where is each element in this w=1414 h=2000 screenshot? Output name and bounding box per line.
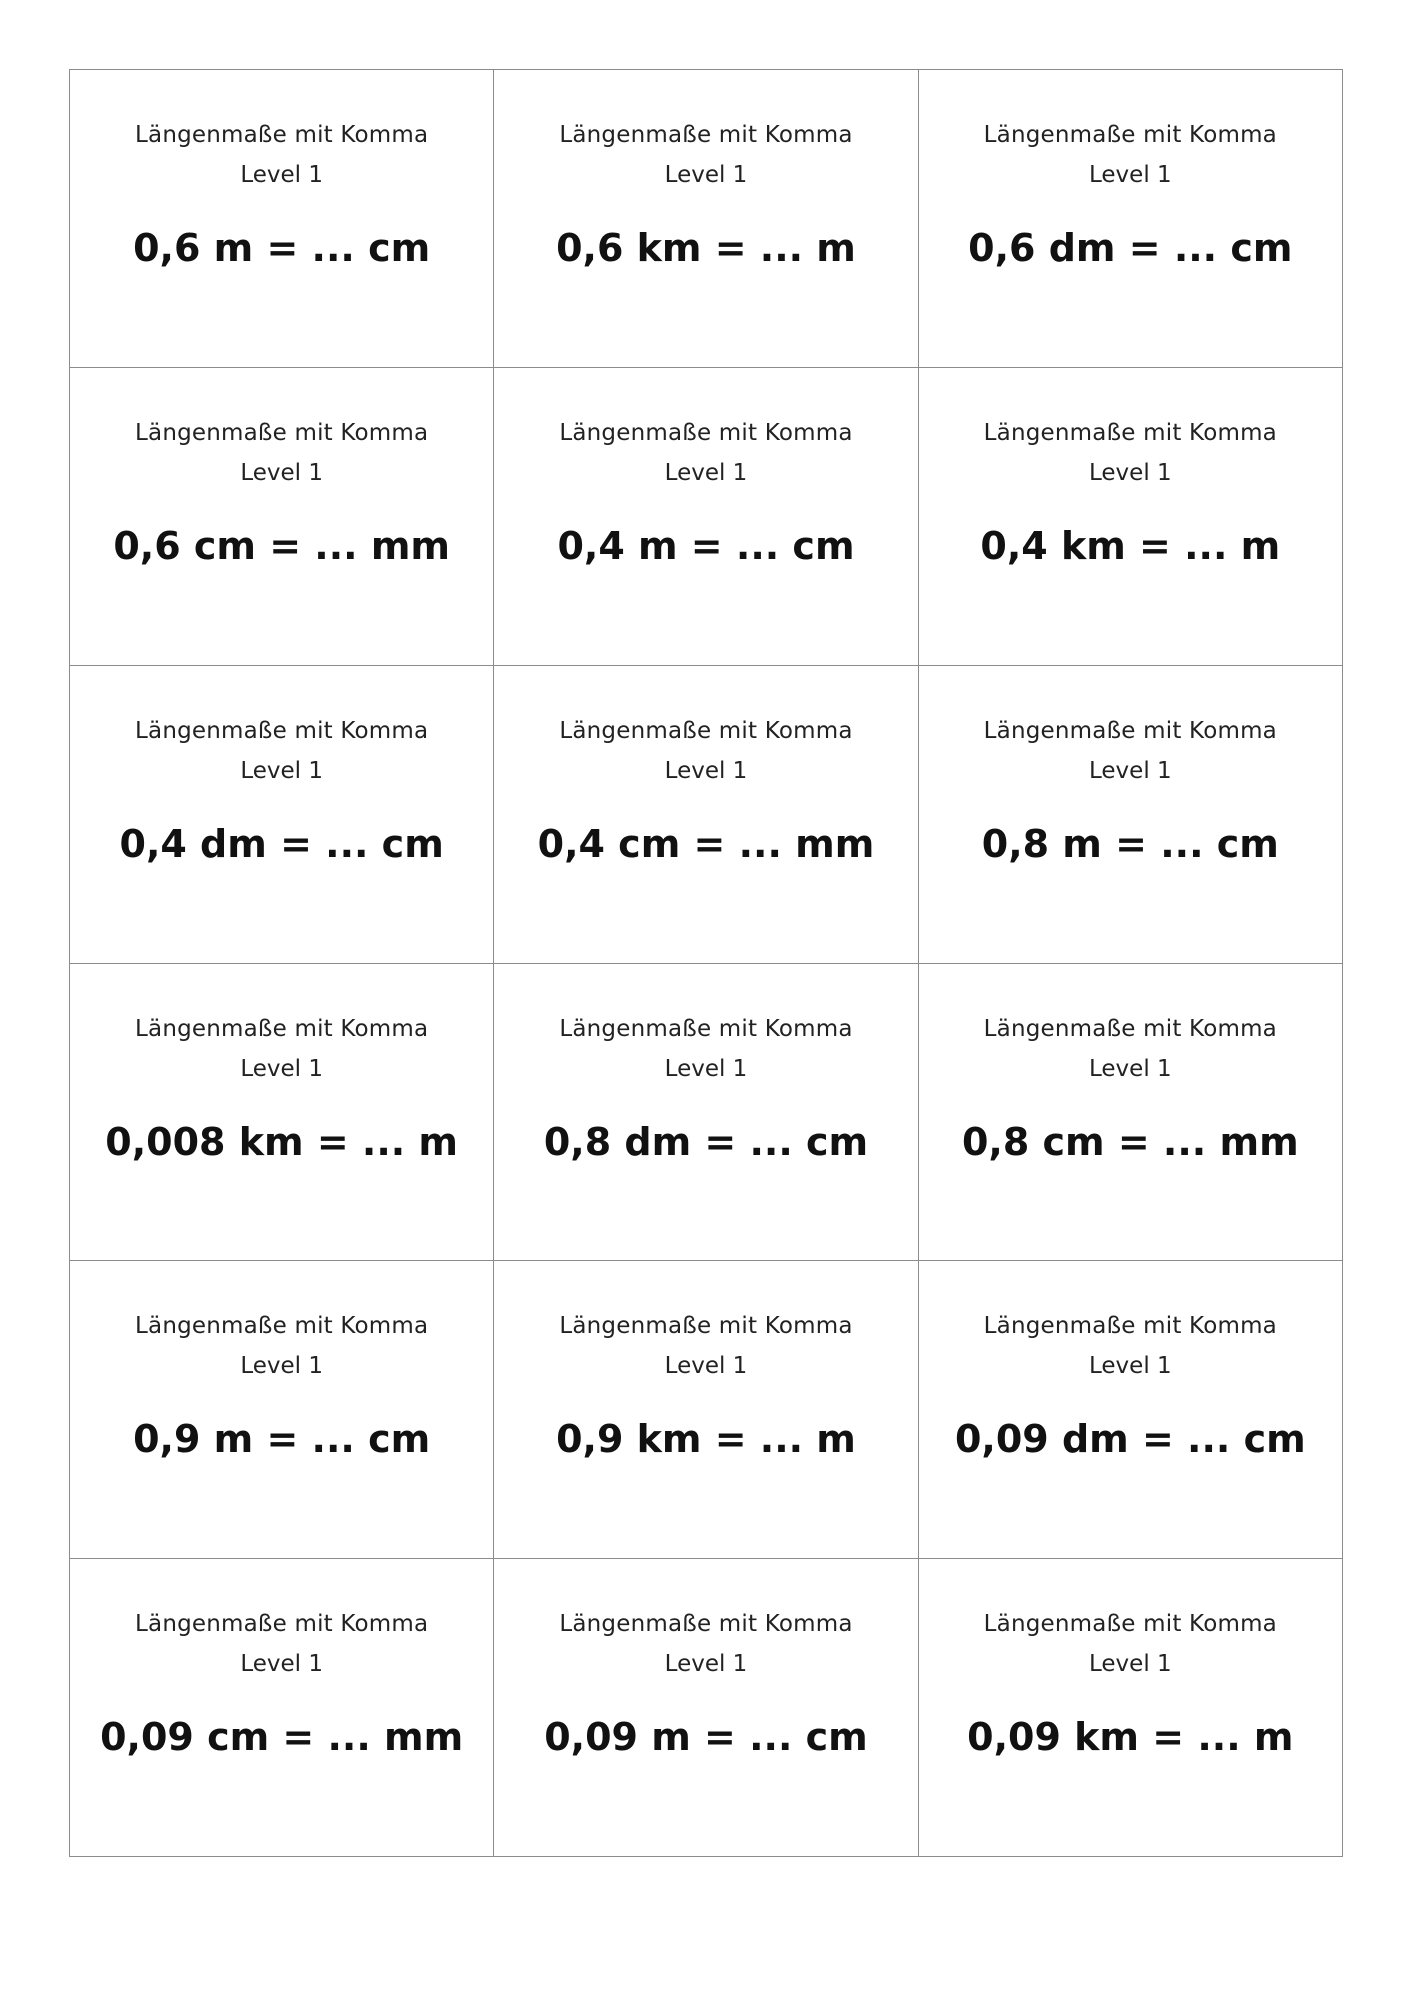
- task-card-sheet: [69, 69, 1343, 1857]
- card-level: Level 1: [1089, 162, 1172, 188]
- card-title: Längenmaße mit Komma: [135, 717, 429, 744]
- card-title: Längenmaße mit Komma: [983, 122, 1277, 148]
- card-level: Level 1: [1089, 459, 1172, 486]
- card-level: Level 1: [240, 162, 323, 188]
- card-task: 0,9 m = ... cm: [133, 1417, 431, 1462]
- card-task: 0,4 dm = ... cm: [119, 821, 444, 866]
- card-level: Level 1: [240, 1651, 323, 1678]
- card-task: 0,9 km = ... m: [556, 1417, 856, 1462]
- card-title: Längenmaße mit Komma: [559, 1611, 853, 1638]
- card-title: Längenmaße mit Komma: [135, 1313, 429, 1340]
- card-task: 0,09 dm = ... cm: [954, 1417, 1306, 1462]
- card-task: 0,09 km = ... m: [967, 1715, 1294, 1760]
- card-title: Längenmaße mit Komma: [983, 717, 1277, 744]
- card-title: Längenmaße mit Komma: [559, 122, 853, 148]
- task-card: [494, 368, 918, 666]
- task-card: [70, 368, 494, 666]
- card-task: 0,4 m = ... cm: [557, 523, 855, 568]
- task-card: [494, 666, 918, 964]
- card-task: 0,8 cm = ... mm: [961, 1119, 1299, 1164]
- card-task: 0,6 m = ... cm: [133, 226, 431, 270]
- task-card: [919, 1261, 1343, 1559]
- card-title: Längenmaße mit Komma: [983, 419, 1277, 446]
- card-title: Längenmaße mit Komma: [559, 717, 853, 744]
- task-card: [919, 368, 1343, 666]
- card-level: Level 1: [240, 1055, 323, 1082]
- card-task: 0,6 cm = ... mm: [113, 523, 451, 568]
- card-task: 0,4 cm = ... mm: [537, 821, 875, 866]
- task-card: [494, 1559, 918, 1857]
- card-task: 0,008 km = ... m: [105, 1119, 459, 1164]
- card-level: Level 1: [1089, 757, 1172, 784]
- card-task: 0,6 dm = ... cm: [968, 226, 1293, 270]
- card-title: Längenmaße mit Komma: [559, 419, 853, 446]
- task-card: [919, 666, 1343, 964]
- card-title: Längenmaße mit Komma: [559, 1313, 853, 1340]
- card-task: 0,8 dm = ... cm: [543, 1119, 869, 1164]
- card-level: Level 1: [1089, 1353, 1172, 1380]
- card-level: Level 1: [664, 757, 748, 784]
- task-card: [70, 964, 494, 1262]
- card-level: Level 1: [240, 1353, 323, 1380]
- card-task: 0,4 km = ... m: [980, 523, 1281, 568]
- task-card: [70, 70, 494, 368]
- task-card: [70, 1559, 494, 1857]
- card-level: Level 1: [664, 162, 748, 188]
- task-card: [494, 70, 918, 368]
- card-level: Level 1: [664, 459, 748, 486]
- card-task: 0,8 m = ... cm: [981, 821, 1279, 866]
- task-card: [70, 1261, 494, 1559]
- card-title: Längenmaße mit Komma: [559, 1015, 853, 1042]
- card-title: Längenmaße mit Komma: [983, 1313, 1277, 1340]
- card-title: Längenmaße mit Komma: [983, 1015, 1277, 1042]
- task-card: [919, 70, 1343, 368]
- card-task: 0,09 m = ... cm: [544, 1715, 868, 1760]
- card-level: Level 1: [240, 757, 323, 784]
- card-level: Level 1: [1089, 1651, 1172, 1678]
- card-title: Längenmaße mit Komma: [135, 1015, 429, 1042]
- card-title: Längenmaße mit Komma: [135, 419, 429, 446]
- task-card: [919, 1559, 1343, 1857]
- card-level: Level 1: [664, 1055, 748, 1082]
- card-level: Level 1: [664, 1353, 748, 1380]
- card-title: Längenmaße mit Komma: [983, 1611, 1277, 1638]
- card-title: Längenmaße mit Komma: [135, 122, 429, 148]
- task-card: [70, 666, 494, 964]
- task-card: [919, 964, 1343, 1262]
- card-title: Längenmaße mit Komma: [135, 1611, 429, 1638]
- task-card: [494, 1261, 918, 1559]
- card-task: 0,6 km = ... m: [556, 226, 856, 270]
- card-level: Level 1: [664, 1651, 748, 1678]
- card-level: Level 1: [240, 459, 323, 486]
- card-task: 0,09 cm = ... mm: [100, 1715, 464, 1760]
- task-card: [494, 964, 918, 1262]
- card-level: Level 1: [1089, 1055, 1172, 1082]
